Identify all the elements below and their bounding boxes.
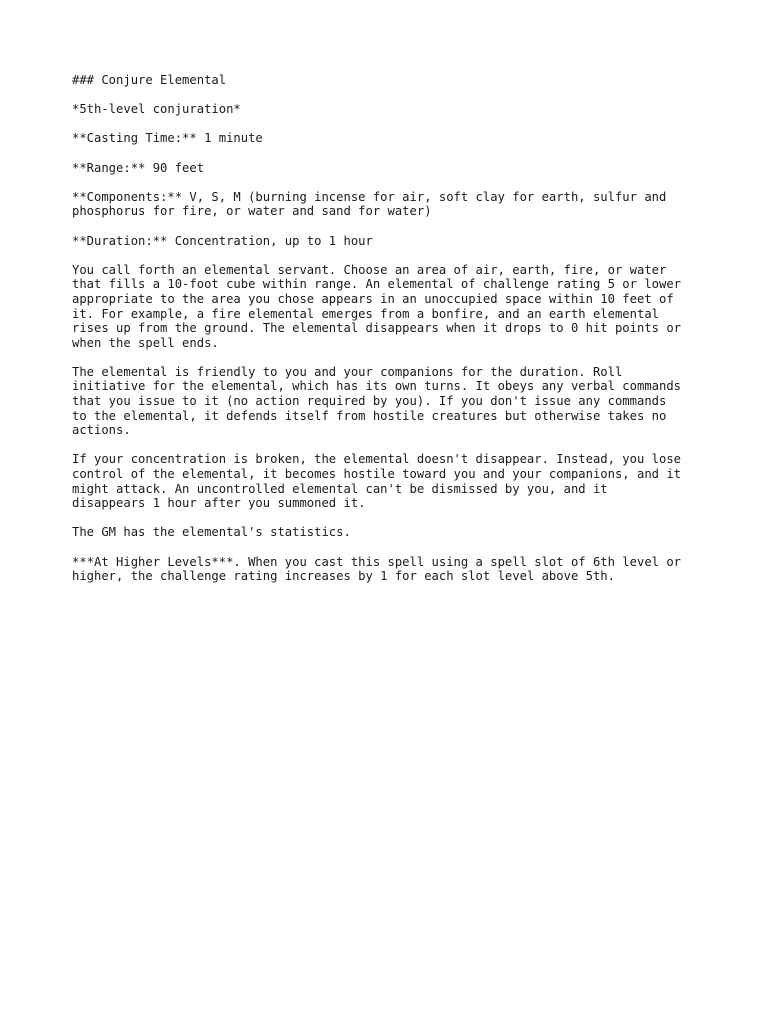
spell-school-level: *5th-level conjuration*	[72, 102, 241, 117]
spell-range: **Range:** 90 feet	[72, 160, 205, 175]
description-paragraph: The elemental is friendly to you and your companions for the duration. Roll initiative for the elemental, which has its own turns. It obeys any verbal commands that you issue to it (no action required by you). If you don't issue any commands to the elemental, it defends itself from hostile creatures but otherwise takes no actions.	[72, 364, 682, 438]
description-paragraph: The GM has the elemental's statistics.	[72, 525, 351, 540]
description-paragraph: If your concentration is broken, the elemental doesn't disappear. Instead, you lose control of the elemental, it becomes hostile toward you and your companions, and it might attack. An uncontrolled elemental can't be dismissed by you, and it disappears 1 hour after you summoned it.	[72, 452, 682, 511]
description-paragraph: You call forth an elemental servant. Choose an area of air, earth, fire, or water that fills a 10-foot cube within range. An elemental of challenge rating 5 or lower appropriate to the area you chose appears in an unoccupied space within 10 feet of it. For example, a fire elemental emerges from a bonfire, and an earth elemental rises up from the ground. The elemental disappears when it drops to 0 hit points or when the spell ends.	[72, 262, 682, 350]
spell-title: ### Conjure Elemental	[72, 73, 227, 87]
higher-levels: ***At Higher Levels***. When you cast this spell using a spell slot of 6th level or higher, the challenge rating increases by 1 for each slot level above 5th.	[72, 554, 682, 584]
document-page	[72, 73, 712, 598]
spell-components: **Components:** V, S, M (burning incense for air, soft clay for earth, sulfur and phosphorus for fire, or water and sand for water)	[72, 189, 667, 219]
spell-duration: **Duration:** Concentration, up to 1 hour	[72, 233, 373, 248]
casting-time: **Casting Time:** 1 minute	[72, 131, 263, 146]
